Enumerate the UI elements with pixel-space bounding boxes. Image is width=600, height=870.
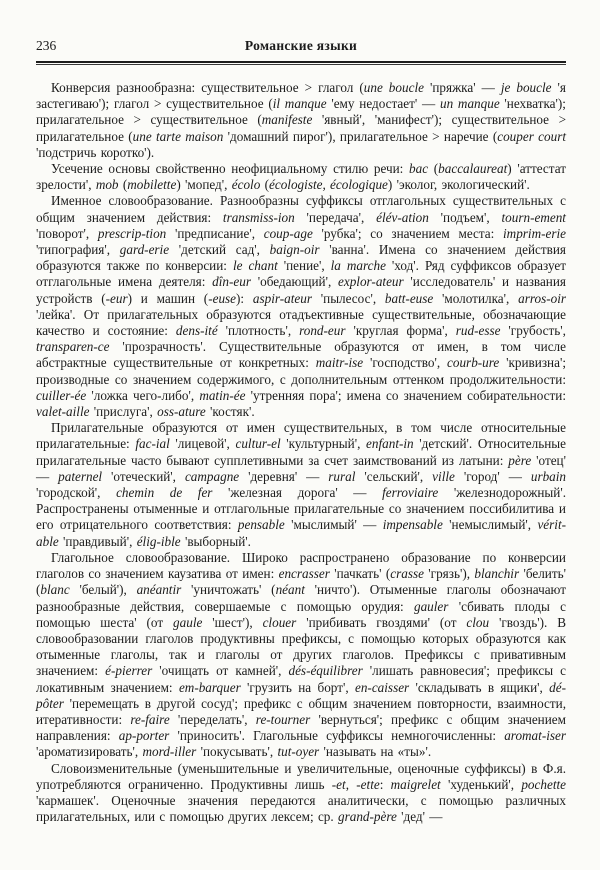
italic-term: il manque [272,96,327,112]
italic-term: pochette [521,776,566,792]
italic-term: -eur [105,290,128,306]
italic-term: aromat-iser [504,728,566,744]
text-run: 'правдивый', [58,533,137,549]
italic-term: -euse [208,290,237,306]
text-run: 'немыслимый', [442,517,538,533]
italic-term: mobilette [127,177,177,193]
text-run: 'белить' ( [36,566,566,598]
text-block [36,80,566,825]
text-run: 'пряжка' — [423,80,501,95]
italic-term: gaule [173,614,203,630]
italic-term: tourn-ement [501,209,566,225]
italic-term: é-pierrer [105,663,153,679]
text-run: 'пачкать' ( [329,566,391,582]
text-run: 'исследователь' и названия устройств ( [36,274,566,306]
italic-term: maitr-ise [315,355,364,371]
text-run: 'грязь'), [423,566,475,582]
italic-term: arros-oir [518,290,566,306]
italic-term: dens-ité [175,323,218,339]
italic-term: rud-esse [455,323,501,339]
text-run: 'мыслимый' — [284,517,383,533]
italic-term: blanc [40,582,70,598]
italic-term: rural [328,468,356,484]
paragraph [36,550,566,761]
italic-term: rond-eur [299,323,346,339]
italic-term: campagne [184,468,240,484]
italic-term: vérit-able [36,517,566,549]
italic-term: dés-équilibrer [288,663,363,679]
text-run: 'явный', 'манифест'); существительное > прилагательное ( [36,112,567,144]
italic-term: -et [331,776,346,792]
italic-term: encrasser [278,566,330,582]
text-run: 'город' — [454,468,531,484]
text-run: 'выборный'. [180,533,251,549]
italic-term: -ette [356,776,380,792]
text-run: 'детский сад', [169,242,270,258]
italic-term: dé-pôter [36,679,566,711]
italic-term: urbain [530,468,567,484]
text-run: 'прибивать гвоздями' (от [296,614,467,630]
italic-term: une tarte maison [132,128,224,144]
text-run: 'дед' — [396,809,443,825]
italic-term: écolo [231,177,261,193]
text-run: ) 'аттестат зрелости', [36,161,566,193]
text-run: 'культурный', [280,436,367,452]
text-run: 'ему недостает' — [326,96,440,112]
italic-term: clou [466,614,490,630]
text-run: 'грубость', [500,323,566,339]
text-run: 'складывать в ящики', [409,679,550,695]
italic-term: imprim-erie [503,225,566,241]
text-run: 'господство', [363,355,448,371]
italic-term: clouer [262,614,297,630]
text-run: 'вернуться'; префикс с общим значением направления: [36,711,566,744]
italic-term: ferroviaire [382,485,439,501]
text-run: ( [260,177,269,193]
text-run: 'железнодорожный'. Распространены отыменные и отглагольные прилагательные со значением поссибилитива и его отрицательного соответствия: [36,485,567,533]
text-run: 'подъем', [428,209,502,225]
text-run: : [379,776,391,792]
text-run: 'грузить на борт', [240,679,355,695]
text-run: 'отец' — [36,452,566,484]
italic-term: gard-erie [119,242,170,258]
text-run: Глагольное словообразование. Широко распространено образование по конверсии глаголов со значением каузатива от имен: [36,549,566,582]
text-run: ) и машин ( [127,290,209,306]
text-run: ): [236,290,253,306]
italic-term: chemin de fer [116,485,213,501]
italic-term: baccalaureat [438,161,508,177]
italic-term: fac-ial [135,436,170,452]
italic-term: la marche [330,258,386,274]
italic-term: gauler [413,598,449,614]
italic-term: bac [409,161,429,177]
text-run: 'кривизна'; производные со значением содержимого, с дополнительным оттенком продолжительности: [36,355,566,387]
text-run: 'круглая форма', [345,323,456,339]
italic-term: mob [95,177,119,193]
italic-term: blanchir [474,566,520,582]
text-run: Именное словообразование. Разнообразны суффиксы отглагольных существительных с общим значением действия: [36,193,566,225]
italic-term: grand-père [338,809,397,825]
italic-term: en-caisser [354,679,410,695]
italic-term: crasse [390,566,424,582]
paragraph [36,161,566,193]
paragraph [36,80,566,161]
running-head [36,38,566,56]
text-run: 'обедающий', [250,274,338,290]
italic-term: cuiller-ée [36,387,87,403]
italic-term: coup-age [263,225,313,241]
text-run: 'прислуга', [89,404,158,420]
text-run: 'белый'), [69,582,137,598]
text-run: 'отеческий', [102,468,185,484]
italic-term: le chant [232,258,278,274]
italic-term: élig-ible [136,533,181,549]
text-run: , [345,776,357,792]
paragraph [36,193,566,420]
text-run: 'типография', [36,242,120,258]
text-run: 'лишать равновесия'; префиксы с локативным значением: [36,663,566,695]
italic-term: je boucle [500,80,552,95]
italic-term: baign-oir [269,242,320,258]
text-run: 'рубка'; со значением места: [312,225,503,241]
text-run: 'передача', [294,209,377,225]
text-run: 'ход'. Ряд суффиксов образует отглагольные имена деятеля: [36,258,566,290]
text-run: ) 'эколог, экологический'. [387,177,530,193]
text-run: Конверсия разнообразна: существительное > глагол ( [51,80,364,95]
italic-term: une boucle [363,80,424,95]
text-run: Прилагательные образуются от имен существительных, в том числе относительные прилагательные: [36,420,566,452]
italic-term: re-tourner [255,711,311,727]
text-run: 'переделать', [169,711,256,727]
text-run: 'сбивать плоды с помощью шеста' (от [36,598,566,630]
text-run: 'сельский', [355,468,433,484]
italic-term: ville [432,468,455,484]
text-run: 'ничто'). Отыменные глаголы обозначают разнообразные действия, совершаемые с помощью орудия: [36,582,567,614]
header-rule [36,61,566,64]
text-run: ( [428,161,439,177]
text-run: 'очищать от камней', [152,663,289,679]
text-run: 'я застегиваю'); глагол > существительное ( [36,80,566,112]
italic-term: oss-ature [157,404,206,420]
italic-term: re-faire [130,711,170,727]
text-run: 'костяк'. [205,404,255,420]
text-run: 'железная дорога' — [212,485,383,501]
text-run: 'плотность', [217,323,300,339]
paragraph [36,420,566,550]
italic-term: pensable [237,517,285,533]
italic-term: dîn-eur [212,274,251,290]
text-run: 'шест'), [202,614,263,630]
italic-term: manifeste [261,112,313,128]
italic-term: impensable [382,517,443,533]
text-run: 'уничтожать' ( [181,582,276,598]
italic-term: prescrip-tion [97,225,167,241]
italic-term: un manque [439,96,500,112]
text-run: 'прозрачность'. Существительные образуются от имен, в том числе абстрактные существительные от конкретных: [36,339,566,371]
text-run: 'утренняя пора'; имена со значением собирательности: [245,387,566,403]
text-run: 'пылесос', [311,290,385,306]
italic-term: couper court [497,128,566,144]
italic-term: tut-oyer [277,744,320,760]
italic-term: explor-ateur [338,274,404,290]
text-run: 'деревня' — [239,468,329,484]
text-run: 'называть на «ты»'. [319,744,432,760]
text-run: 'ароматизировать', [36,744,143,760]
text-run: 'лейка'. От прилагательных образуются отадъективные существительные, обозначающие качество и состояние: [36,306,566,339]
italic-term: aspir-ateur [252,290,312,306]
text-run: 'худенький', [440,776,522,792]
italic-term: mord-iller [142,744,197,760]
text-run: 'поворот', [36,225,98,241]
paragraph [36,761,566,826]
italic-term: paternel [58,468,103,484]
text-run: 'покусывать', [196,744,278,760]
italic-term: élév-ation [376,209,429,225]
text-run: 'нехватка'); прилагательное > существительное ( [36,96,566,128]
text-run: 'лицевой', [169,436,236,452]
italic-term: ap-porter [118,728,170,744]
text-run: 'кармашек'. Оценочные значения передаются аналитически, с помощью различных прилагательных, или с помощью других лексем; ср. [36,792,566,825]
text-run: 'гвоздь'). В словообразовании глаголов продуктивны префиксы, с помощью которых образуются как отыменные глаголы, так и глаголы от других глаголов. Префиксы с привативным значением: [36,614,566,679]
italic-term: cultur-el [235,436,281,452]
italic-term: transmiss-ion [222,209,295,225]
italic-term: néant [275,582,305,598]
italic-term: valet-aille [36,404,90,420]
italic-term: courb-ure [447,355,500,371]
italic-term: transparen-ce [36,339,110,355]
text-run: 'ванна'. Имена со значением действия образуются также по конверсии: [36,242,566,274]
italic-term: anéantir [136,582,182,598]
text-run: 'домашний пирог'), прилагательное > наречие ( [223,128,498,144]
text-run: 'подстричь коротко'). [36,144,155,160]
italic-term: batt-euse [384,290,434,306]
italic-term: matin-ée [199,387,246,403]
italic-term: écologiste, écologique [269,177,388,193]
text-run: Словоизменительные (уменьшительные и увеличительные, оценочные суффиксы) в Ф.я. употребляются ограниченно. Продуктивны лишь [36,760,566,792]
text-run: 'пение', [277,258,331,274]
text-run: 'молотилка', [433,290,519,306]
italic-term: enfant-in [366,436,414,452]
text-run: 'ложка чего-либо', [86,387,200,403]
text-run: 'предписание', [166,225,264,241]
page-number: 236 [36,38,57,53]
text-run: 'приносить'. Глагольные суффиксы немногочисленны: [169,728,505,744]
running-title: Романские языки [244,38,358,53]
text-run: 'городской', [36,485,117,501]
italic-term: em-barquer [178,679,241,695]
text-run: ) 'мопед', [176,177,232,193]
text-run: 'перемещать в другой сосуд'; префикс с общим значением повторности, взаимности, итеративности: [36,695,566,727]
italic-term: maigrelet [390,776,441,792]
text-run: 'детский'. Относительные прилагательные часто бывают супплетивными за счет заимствований из латыни: [36,436,566,468]
text-run: ( [118,177,128,193]
text-run: Усечение основы свойственно неофициальному стилю речи: [51,161,410,177]
italic-term: père [508,452,532,468]
